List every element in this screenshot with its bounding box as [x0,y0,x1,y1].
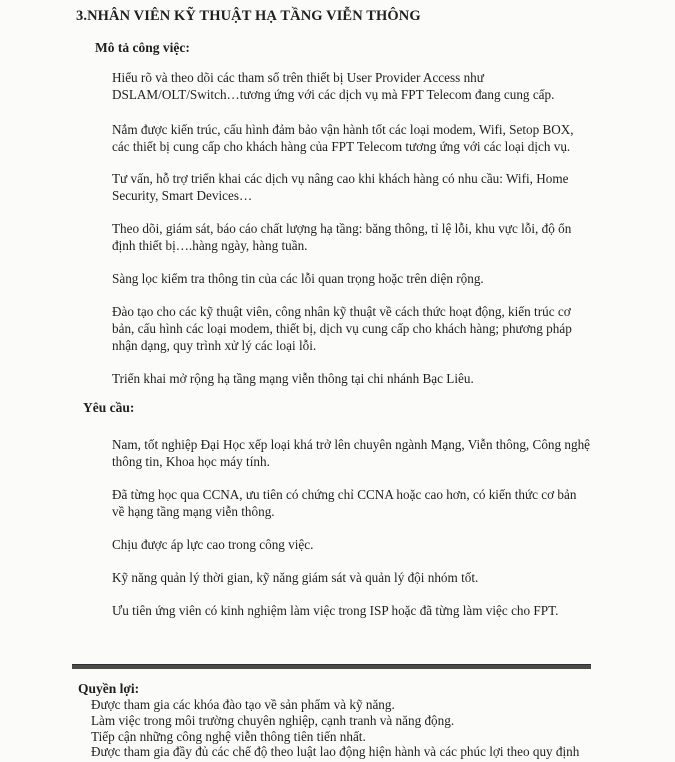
job-description-item: Nắm được kiến trúc, cấu hình đảm bảo vận hành tốt các loại modem, Wifi, Setop BOX, các thiết bị cung cấp cho khách hàng của FPT Telecom tương ứng với các loại dịch vụ. [112,122,574,154]
requirement-item: Nam, tốt nghiệp Đại Học xếp loại khá trở lên chuyên ngành Mạng, Viễn thông, Công nghệ thông tin, Khoa học máy tính. [112,437,591,469]
requirement-item: Chịu được áp lực cao trong công việc. [112,537,314,552]
section-divider [72,664,591,669]
requirement-item: Kỹ năng quản lý thời gian, kỹ năng giám sát và quản lý đội nhóm tốt. [112,570,479,585]
requirement-item: Ưu tiên ứng viên có kinh nghiệm làm việc trong ISP hoặc đã từng làm việc cho FPT. [112,603,559,618]
requirement-item: Đã từng học qua CCNA, ưu tiên có chứng chỉ CCNA hoặc cao hơn, có kiến thức cơ bản về hạng tầng mạng viễn thông. [112,487,577,519]
job-description-item: Đào tạo cho các kỹ thuật viên, công nhân kỹ thuật về cách thức hoạt động, kiến trúc cơ bản, cấu hình các loại modem, thiết bị, dịch vụ cung cấp cho khách hàng; phương pháp nhận dạng, quy trình xử lý các loại lỗi. [112,304,572,353]
requirements-heading: Yêu cầu: [83,400,135,415]
benefit-item: Được tham gia các khóa đào tạo về sản phẩm và kỹ năng. [91,697,395,712]
section-title: 3.NHÂN VIÊN KỸ THUẬT HẠ TẦNG VIỄN THÔNG [76,8,421,24]
job-description-item: Triển khai mở rộng hạ tầng mạng viễn thông tại chi nhánh Bạc Liêu. [112,371,474,386]
job-description-item: Theo dõi, giám sát, báo cáo chất lượng hạ tầng: băng thông, tỉ lệ lỗi, khu vực lỗi, độ ổn định thiết bị….hàng ngày, hàng tuần. [112,221,572,253]
benefit-item: Tiếp cận những công nghệ viễn thông tiên tiến nhất. [91,729,366,744]
benefits-heading: Quyền lợi: [78,681,140,696]
benefit-item: Được tham gia đầy đủ các chế độ theo luật lao động hiện hành và các phúc lợi theo quy định [91,744,580,759]
job-description-item: Tư vấn, hỗ trợ triển khai các dịch vụ nâng cao khi khách hàng có nhu cầu: Wifi, Home Security, Smart Devices… [112,171,569,203]
job-description-item: Sàng lọc kiểm tra thông tin của các lỗi quan trọng hoặc trên diện rộng. [112,271,484,286]
job-description-item: Hiểu rõ và theo dõi các tham số trên thiết bị User Provider Access như DSLAM/OLT/Switch…tương ứng với các dịch vụ mà FPT Telecom đang cung cấp. [112,70,555,102]
benefit-item: Làm việc trong môi trường chuyên nghiệp, cạnh tranh và năng động. [91,713,455,728]
job-description-heading: Mô tả công việc: [95,40,190,55]
